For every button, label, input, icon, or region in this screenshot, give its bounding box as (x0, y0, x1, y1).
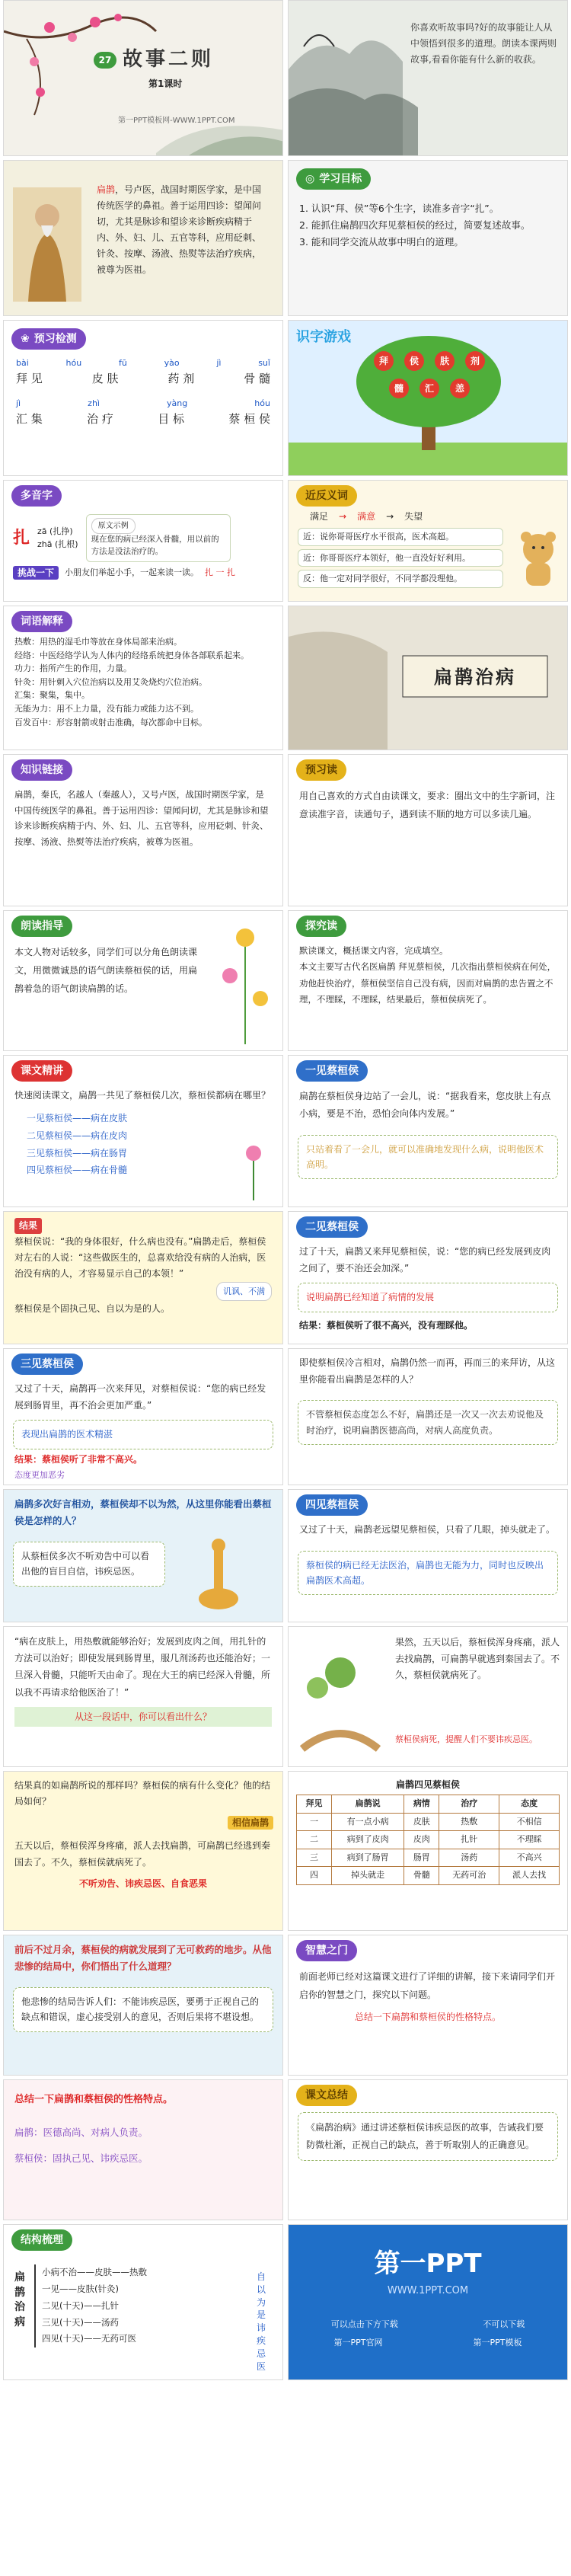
preview-read-text: 用自己喜欢的方式自由读课文，要求：圈出文中的生字新词，注意读准字音，读通句子，遇到读不顺的地方可以多读几遍。 (299, 791, 556, 820)
structure-row: 一见——皮肤(针灸) (42, 2283, 119, 2294)
fourth-visit-text: 又过了十天，扁鹊老远望见蔡桓侯，只看了几眼，掉头就走了。 (299, 1524, 556, 1535)
plum-blossom-illustration (4, 1, 283, 156)
third-visit-note: 表现出扁鹊的医术精湛 (13, 1420, 273, 1449)
speech-question: 从这一段话中，你可以看出什么？ (14, 1707, 272, 1727)
explain-item: 无能为力：用不上力量，没有能力或能力达不到。 (14, 703, 199, 714)
second-visit-note: 说明扁鹊已经知道了病情的发展 (298, 1283, 558, 1312)
challenge-button[interactable]: 挑战一下 (13, 566, 59, 580)
word-chip: 失望 (404, 511, 423, 522)
explain-item: 热敷：用热的湿毛巾等放在身体局部来治病。 (14, 637, 182, 647)
slide-reading-guide[interactable] (3, 910, 283, 1051)
tree-illustration (289, 321, 568, 476)
third-visit-result: 结果：蔡桓侯听了非常不高兴。 (14, 1453, 143, 1465)
structure-row: 三见(十天)——汤药 (42, 2316, 119, 2328)
third-visit-text: 又过了十天，扁鹊再一次来拜见，对蔡桓侯说：“您的病已经发展到肠胃里，再不治会更加严重。” (14, 1383, 266, 1411)
slide-lesson-explain[interactable] (3, 1055, 283, 1207)
goals-header: ◎ 学习目标 (296, 168, 371, 190)
goal-item: 1. 认识“拜、侯”等6个生字，读准多音字“扎”。 (299, 203, 499, 214)
table-header-row: 拜见 扁鹊说 病情 治疗 态度 (297, 1795, 560, 1814)
outcome-footer: 不听劝告、讳疾忌医、自食恶果 (78, 1878, 207, 1889)
structure-row: 二见(十天)——扎针 (42, 2300, 119, 2311)
second-visit-header: 二见蔡桓侯 (296, 1216, 368, 1238)
game-header: 识字游戏 (296, 329, 351, 345)
preview-read-header: 预习读 (296, 759, 346, 781)
slide-word-explain[interactable] (3, 606, 283, 750)
slide-bianque-speech[interactable] (3, 1626, 283, 1767)
fourth-visit-note: 蔡桓侯的病已经无法医治，扁鹊也无能为力，同时也反映出扁鹊医术高超。 (298, 1551, 558, 1596)
reading-guide-text: 本文人物对话较多，同学们可以分角色朗读课文，用微微诚恳的语气朗读蔡桓侯的话，用扁鹊着急的语气朗读扁鹊的话。 (14, 947, 198, 994)
slide-outcome[interactable] (3, 1771, 283, 1931)
slide-word-game[interactable] (288, 320, 568, 476)
visit-item: 四见蔡桓侯——病在骨髓 (27, 1165, 128, 1176)
slide-first-visit[interactable] (288, 1055, 568, 1207)
bio-name: 扁鹊 (97, 184, 116, 195)
explain-item: 汇集：聚集，集中。 (14, 690, 90, 701)
table-row: 一 有一点小病 皮肤 热敷 不相信 (297, 1813, 560, 1831)
result-end: 蔡桓侯是个固执己见、自以为是的人。 (14, 1303, 171, 1315)
table-row: 二 病到了皮肉 皮肉 扎针 不理睬 (297, 1831, 560, 1849)
word-row-2: 汇 集 治 疗 目 标 蔡 桓 侯 (16, 411, 270, 426)
word-chip: 满足 (310, 511, 329, 522)
slide-polyphone[interactable] (3, 480, 283, 602)
persistence-answer: 不管蔡桓侯态度怎么不好，扁鹊还是一次又一次去劝说他及时治疗，说明扁鹊医德高尚，对病人高度负责。 (298, 1400, 558, 1445)
outcome-text: 五天以后，蔡桓侯浑身疼痛，派人去找扁鹊，可扁鹊已经逃到秦国去了。不久，蔡桓侯就病死了。 (14, 1839, 271, 1868)
slide-title[interactable] (3, 0, 283, 156)
herb-illustration (295, 1642, 386, 1756)
explore-text: 本文主要写古代名医扁鹊 拜见蔡桓侯，几次指出蔡桓侯病在何处，劝他赶快治疗，蔡桓侯坚信自己没有病，因而对扁鹊的忠告置之不理，不理睬，不理睬，结果最后，蔡桓侯病死了。 (299, 961, 557, 1005)
slide-knowledge-link[interactable] (3, 754, 283, 906)
wisdom-tip: 总结一下扁鹊和蔡桓侯的性格特点。 (354, 2012, 501, 2022)
fourth-visit-header: 四见蔡桓侯 (296, 1494, 368, 1516)
slide-lesson-learned[interactable] (3, 1935, 283, 2076)
second-visit-text: 过了十天，扁鹊又来拜见蔡桓侯，说：“您的病已经发展到皮肉之间了，要不治还会加深。” (299, 1246, 551, 1274)
story-title: 扁鹊治病 (434, 666, 516, 688)
brand-link[interactable]: 不可以下载 (483, 2319, 525, 2329)
goal-item: 2. 能抓住扁鹊四次拜见蔡桓侯的经过，简要复述故事。 (299, 219, 531, 231)
slide-result-1[interactable] (3, 1211, 283, 1344)
brand-text: 第一PPT模板网-WWW.1PPT.COM (118, 117, 235, 125)
pinyin-row-1: bài hóu fū yào jì suǐ (16, 358, 270, 368)
fruit-char[interactable]: 肤 (435, 351, 455, 371)
slide-fourth-visit[interactable] (288, 1489, 568, 1622)
reading-guide-header: 朗读指导 (11, 916, 72, 937)
bianque-portrait (13, 187, 81, 302)
lesson-title: 故事二则 (123, 48, 215, 71)
slide-summary-table[interactable] (288, 1771, 568, 1931)
explain-item: 针灸：用针刺入穴位治病以及用艾灸烧灼穴位治病。 (14, 676, 207, 687)
wisdom-text: 前面老师已经对这篇课文进行了详细的讲解，接下来请同学们开启你的智慧之门，探究以下问题。 (299, 1971, 556, 2000)
brand-link[interactable]: 第一PPT官网 (333, 2338, 383, 2347)
slide-brand[interactable] (288, 2224, 568, 2380)
character-question: 总结一下扁鹊和蔡桓侯的性格特点。 (14, 2094, 174, 2105)
table-caption: 扁鹊四见蔡桓侯 (395, 1779, 460, 1790)
pinyin-row-2: jì zhì yàng hóu (16, 398, 270, 408)
believe-label: 相信扁鹊 (228, 1816, 273, 1830)
lesson-explain-header: 课文精讲 (11, 1060, 72, 1082)
example-line: 近：说你哥哥医疗水平很高，医术高超。 (298, 528, 503, 546)
slide-preview-read[interactable] (288, 754, 568, 906)
giraffe-illustration (191, 1538, 252, 1614)
persistence-question: 即使蔡桓侯冷言相对，扁鹊仍然一而再，再而三的来拜访，从这里你能看出扁鹊是怎样的人？ (299, 1357, 556, 1385)
slide-learning-goals[interactable] (288, 160, 568, 316)
cai-answer: 从蔡桓侯多次不听劝告中可以看出他的盲目自信，讳疾忌医。 (13, 1542, 165, 1587)
slide-story-title[interactable] (288, 606, 568, 750)
knowledge-text: 扁鹊，秦氏，名越人（秦越人），又号卢医，战国时期医学家，是中国传统医学的鼻祖。善于运用四诊：望闻问切，尤其是脉诊和望诊来诊断疾病精于内、外、妇、儿、五官等科，应用砭刺、针灸、按摩、汤液、热熨等法治疗疾病，被尊为医祖。 (14, 789, 269, 848)
first-visit-text: 扁鹊在蔡桓侯身边站了一会儿，说：“据我看来，您皮肤上有点小病，要是不治，恐怕会向体内发展。” (299, 1091, 551, 1119)
slide-structure[interactable] (3, 2224, 283, 2380)
structure-side: 自以为是 讳疾忌医 (257, 2271, 266, 2372)
summary-header: 课文总结 (296, 2085, 357, 2106)
slide-death[interactable] (288, 1626, 568, 1767)
target-icon: ◎ (305, 172, 315, 185)
challenge-answer: 扎 一 扎 (205, 567, 236, 577)
slide-text-summary[interactable] (288, 2079, 568, 2220)
learned-question: 前后不过月余，蔡桓侯的病就发展到了无可救药的地步。从他悲惨的结局中，你们悟出了什么道理？ (14, 1944, 272, 1972)
polyphone-header: 多音字 (11, 485, 62, 507)
visit-item: 二见蔡桓侯——病在皮肉 (27, 1130, 128, 1141)
slide-bianque-bio[interactable] (3, 160, 283, 316)
preview-header: ❀ 预习检测 (11, 328, 86, 350)
speech-text: “病在皮肤上，用热敷就能够治好；发展到皮肉之间，用扎针的方法可以治好；即使发展到肠胃里，服几剂汤药也还能治好；一旦深入骨髓，只能听天由命了。现在大王的病已经深入骨髓，所以我不再请求给他医治了！” (14, 1636, 271, 1698)
lesson-question: 快速阅读课文，扁鹊一共见了蔡桓侯几次，蔡桓侯都病在哪里？ (14, 1090, 271, 1101)
slide-third-visit[interactable] (3, 1348, 283, 1485)
knowledge-header: 知识链接 (11, 759, 72, 781)
flowers-illustration (211, 922, 279, 1044)
visit-item: 一见蔡桓侯——病在皮肤 (27, 1113, 128, 1123)
slide-wisdom-gate[interactable] (288, 1935, 568, 2076)
outcome-question: 结果真的如扁鹊所说的那样吗？蔡桓侯的病有什么变化？他的结局如何？ (14, 1780, 271, 1807)
explore-lead: 默读课文，概括课文内容，完成填空。 (299, 945, 448, 956)
example-label: 原文示例 (91, 518, 136, 534)
table-row: 四 掉头就走 骨髓 无药可治 派人去找 (297, 1867, 560, 1885)
first-visit-note: 只站着看了一会儿，就可以准确地发现什么病，说明他医术高明。 (298, 1135, 558, 1180)
plant-illustration (231, 1139, 276, 1200)
example-line: 反：他一定对同学很好，不同学都没理他。 (298, 570, 503, 588)
fruit-char[interactable]: 汇 (419, 379, 439, 398)
polyphone-char: 扎 (13, 528, 30, 548)
character-answer: 蔡桓侯：固执己见、讳疾忌医。 (14, 2153, 148, 2165)
lesson-number: 27 (94, 52, 116, 69)
explain-item: 百发百中：形容射箭或射击准确，每次都命中目标。 (14, 717, 207, 727)
fruit-char[interactable]: 侯 (404, 351, 424, 371)
cai-question: 扁鹊多次好言相劝，蔡桓侯却不以为然，从这里你能看出蔡桓侯是怎样的人？ (14, 1498, 272, 1526)
death-tip: 蔡桓侯病死，提醒人们不要讳疾忌医。 (395, 1734, 538, 1744)
result-note: 讥讽、不满 (216, 1282, 272, 1301)
second-visit-result: 结果：蔡桓侯听了很不高兴，没有理睬他。 (299, 1319, 474, 1331)
character-answer: 扁鹊：医德高尚、对病人负责。 (14, 2126, 148, 2138)
learned-answer: 他悲惨的结局告诉人们：不能讳疾忌医，要勇于正视自己的缺点和错误，虚心接受别人的意见，否则后果将不堪设想。 (13, 1987, 273, 2032)
leaf-icon: ❀ (21, 332, 30, 345)
fruit-char[interactable]: 髓 (389, 379, 409, 398)
slide-explore-read[interactable] (288, 910, 568, 1051)
first-visit-header: 一见蔡桓侯 (296, 1060, 368, 1082)
slide-cai-character[interactable] (3, 1489, 283, 1622)
visit-item: 三见蔡桓侯——病在肠胃 (27, 1147, 128, 1159)
structure-row: 小病不治——皮肤——热敷 (42, 2267, 147, 2277)
example-text: 现在您的病已经深入骨髓，用以前的方法是没法治疗的。 (91, 535, 219, 556)
lesson-subtitle: 第1课时 (148, 78, 183, 89)
structure-header: 结构梳理 (11, 2229, 72, 2251)
goal-item: 3. 能和同学交流从故事中明白的道理。 (299, 235, 464, 248)
visit-table (296, 1795, 560, 1885)
bear-mascot (515, 526, 561, 587)
bio-text: ，号卢医，战国时期医学家，是中国传统医学的鼻祖。善于运用四诊：望闻问切，尤其是脉诊和望诊来诊断疾病精于内、外、妇、儿、五官等科，应用砭刺、针灸、按摩、汤液、热熨等法治疗疾病，被尊为医祖。 (97, 184, 262, 275)
explain-item: 经络：中医经络学认为人体内的经络系统把身体各部联系起来。 (14, 650, 249, 660)
slide-synonyms[interactable]: 近反义词 满足 → 满意 → 失望 近：说你哥哥医疗水平很高，医术高超。 近：你哥哥医疗本领好，他一直没好好利用。 反：他一定对同学很好，不同学都没理他。 (288, 480, 568, 602)
wisdom-header: 智慧之门 (296, 1940, 357, 1961)
fruit-char[interactable]: 拜 (374, 351, 394, 371)
fruit-char[interactable]: 恙 (450, 379, 470, 398)
pron-1: zā (扎挣) (37, 526, 73, 536)
structure-row: 四见(十天)——无药可医 (42, 2333, 136, 2344)
third-visit-header: 三见蔡桓侯 (11, 1354, 83, 1375)
table-row: 三 病到了肠胃 肠胃 汤药 不高兴 (297, 1849, 560, 1867)
brand-link[interactable]: 第一PPT模板 (473, 2338, 522, 2347)
brand-url: WWW.1PPT.COM (387, 2285, 469, 2296)
slide-preview-check[interactable] (3, 320, 283, 476)
challenge-text: 小朋友们举起小手，一起来读一读。 (65, 567, 199, 577)
pron-2: zhā (扎根) (37, 539, 78, 550)
death-text: 果然，五天以后，蔡桓侯浑身疼痛，派人去找扁鹊，可扁鹊早就逃到秦国去了。不久，蔡桓侯就病死了。 (395, 1637, 560, 1681)
slide-doctor-persistence[interactable] (288, 1348, 568, 1485)
explain-header: 词语解释 (11, 611, 72, 632)
example-line: 近：你哥哥医疗本领好，他一直没好好利用。 (298, 549, 503, 567)
slide-intro[interactable] (288, 0, 568, 156)
third-visit-tip: 态度更加恶劣 (14, 1469, 65, 1480)
intro-text: 你喜欢听故事吗?好的故事能让人从中领悟到很多的道理。朗读本课两则故事,看看你能有什么新的收获。 (410, 22, 557, 65)
result-text: 蔡桓侯说：“我的身体很好，什么病也没有。”扁鹊走后，蔡桓侯对左右的人说：“这些做医生的，总喜欢给没有病的人治病，医治没有病的人，才容易显示自己的本领！” (14, 1236, 266, 1279)
word-chip: 满意 (357, 511, 376, 522)
slide-character-summary[interactable] (3, 2079, 283, 2220)
result-label: 结果 (14, 1218, 42, 1234)
slide-second-visit[interactable] (288, 1211, 568, 1344)
explain-item: 功力：指所产生的作用，力量。 (14, 663, 132, 674)
explore-header: 探究读 (296, 916, 346, 937)
fruit-char[interactable]: 剂 (465, 351, 485, 371)
structure-title: 扁鹊治病 (14, 2271, 25, 2328)
summary-text: 《扁鹊治病》通过讲述蔡桓侯讳疾忌医的故事，告诫我们要防微杜渐，正视自己的缺点，善于听取别人的正确意见。 (298, 2112, 558, 2161)
synonyms-header: 近反义词 (296, 485, 357, 507)
brand-logo: 第一PPT (374, 2248, 482, 2279)
word-row-1: 拜 见 皮 肤 药 剂 骨 髓 (16, 371, 270, 385)
brand-link[interactable]: 可以点击下方下载 (330, 2319, 398, 2329)
